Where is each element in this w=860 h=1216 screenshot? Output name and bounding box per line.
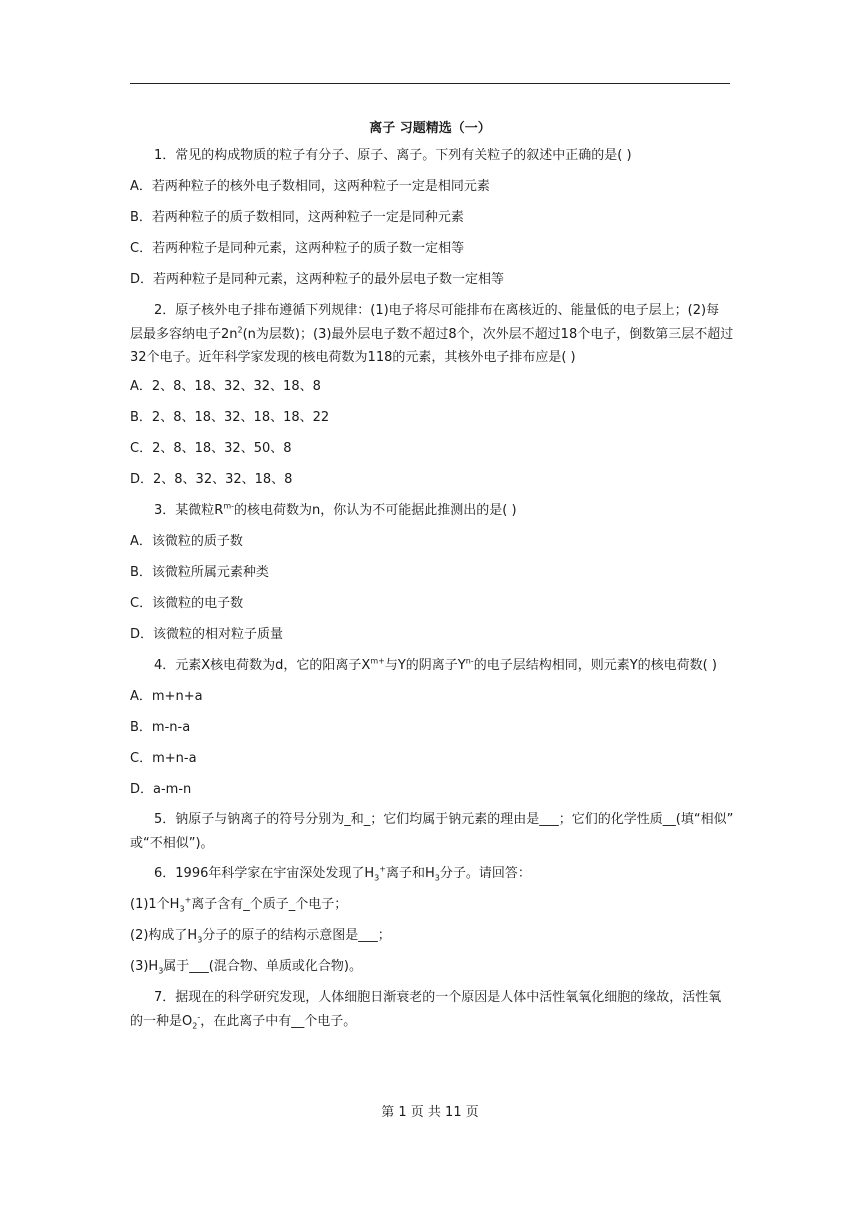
question-3-option-d: D．该微粒的相对粒子质量: [130, 627, 284, 642]
question-2-stem-line2: 层最多容纳电子$2n^2(n$为层数)；(3)最外层电子数不超过8个，次外层不超过18个电子，倒数第三层不超过: [130, 325, 734, 342]
question-3-stem: 3．某微粒$R^{m-}$的核电荷数为n，你认为不可能据此推测出的是( ): [154, 501, 517, 518]
question-5-line1: 5．钠原子与钠离子的符号分别为_和_；它们均属于钠元素的理由是___；它们的化学性质__(填“相似”: [154, 812, 734, 827]
question-2-option-b: B．2、8、18、32、18、18、22: [130, 410, 330, 425]
question-2-stem-line1: 2．原子核外电子排布遵循下列规律：(1)电子将尽可能排布在离核近的、能量低的电子层上；(2)每: [154, 303, 720, 318]
question-2-stem-line3: 32个电子。近年科学家发现的核电荷数为118的元素，其核外电子排布应是( ): [130, 350, 576, 365]
question-2-option-d: D．2、8、32、32、18、8: [130, 472, 293, 487]
question-1-stem: 1．常见的构成物质的粒子有分子、原子、离子。下列有关粒子的叙述中正确的是( ): [154, 148, 632, 163]
header-rule: [130, 83, 730, 84]
question-6-part-3: $(3)H_3$属于___(混合物、单质或化合物)。: [130, 959, 362, 976]
question-1-option-b: B．若两种粒子的质子数相同，这两种粒子一定是同种元素: [130, 210, 464, 225]
question-6-part-1: (1)1个$H_3^+$离子含有_个质子_个电子；: [130, 895, 348, 914]
page-title: 离子 习题精选（一）: [369, 121, 491, 136]
question-4-option-b: B．m-n-a: [130, 720, 191, 735]
question-4-stem: 4．元素X核电荷数为d，它的阳离子$X^{m+}$与Y的阴离子$Y^{n-}$的电子层结构相同，则元素Y的核电荷数( ): [154, 656, 717, 673]
question-1-option-c: C．若两种粒子是同种元素，这两种粒子的质子数一定相等: [130, 241, 465, 256]
question-3-option-b: B．该微粒所属元素种类: [130, 565, 269, 580]
question-4-option-a: A．m+n+a: [130, 689, 203, 704]
question-2-option-a: A．2、8、18、32、32、18、8: [130, 379, 321, 394]
question-7-line1: 7．据现在的科学研究发现，人体细胞日渐衰老的一个原因是人体中活性氧氧化细胞的缘故，活性氧: [154, 990, 722, 1005]
question-3-option-c: C．该微粒的电子数: [130, 596, 244, 611]
question-6-part-2: (2)构成了$H_3$分子的原子的结构示意图是___；: [130, 928, 391, 945]
question-4-option-c: C．m+n-a: [130, 751, 197, 766]
question-1-option-d: D．若两种粒子是同种元素，这两种粒子的最外层电子数一定相等: [130, 272, 505, 287]
question-4-option-d: D．a-m-n: [130, 782, 192, 797]
question-2-option-c: C．2、8、18、32、50、8: [130, 441, 292, 456]
question-1-option-a: A．若两种粒子的核外电子数相同，这两种粒子一定是相同元素: [130, 179, 490, 194]
question-7-line2: 的一种是$O_2^-$，在此离子中有__个电子。: [130, 1012, 357, 1031]
question-3-option-a: A．该微粒的质子数: [130, 534, 243, 549]
page-footer: 第 1 页 共 11 页: [381, 1105, 479, 1120]
question-6-stem: 6．1996年科学家在宇宙深处发现了$H_3^+$离子和$H_3$分子。请回答：: [154, 864, 531, 883]
question-5-line2: 或“不相似”)。: [130, 836, 214, 851]
